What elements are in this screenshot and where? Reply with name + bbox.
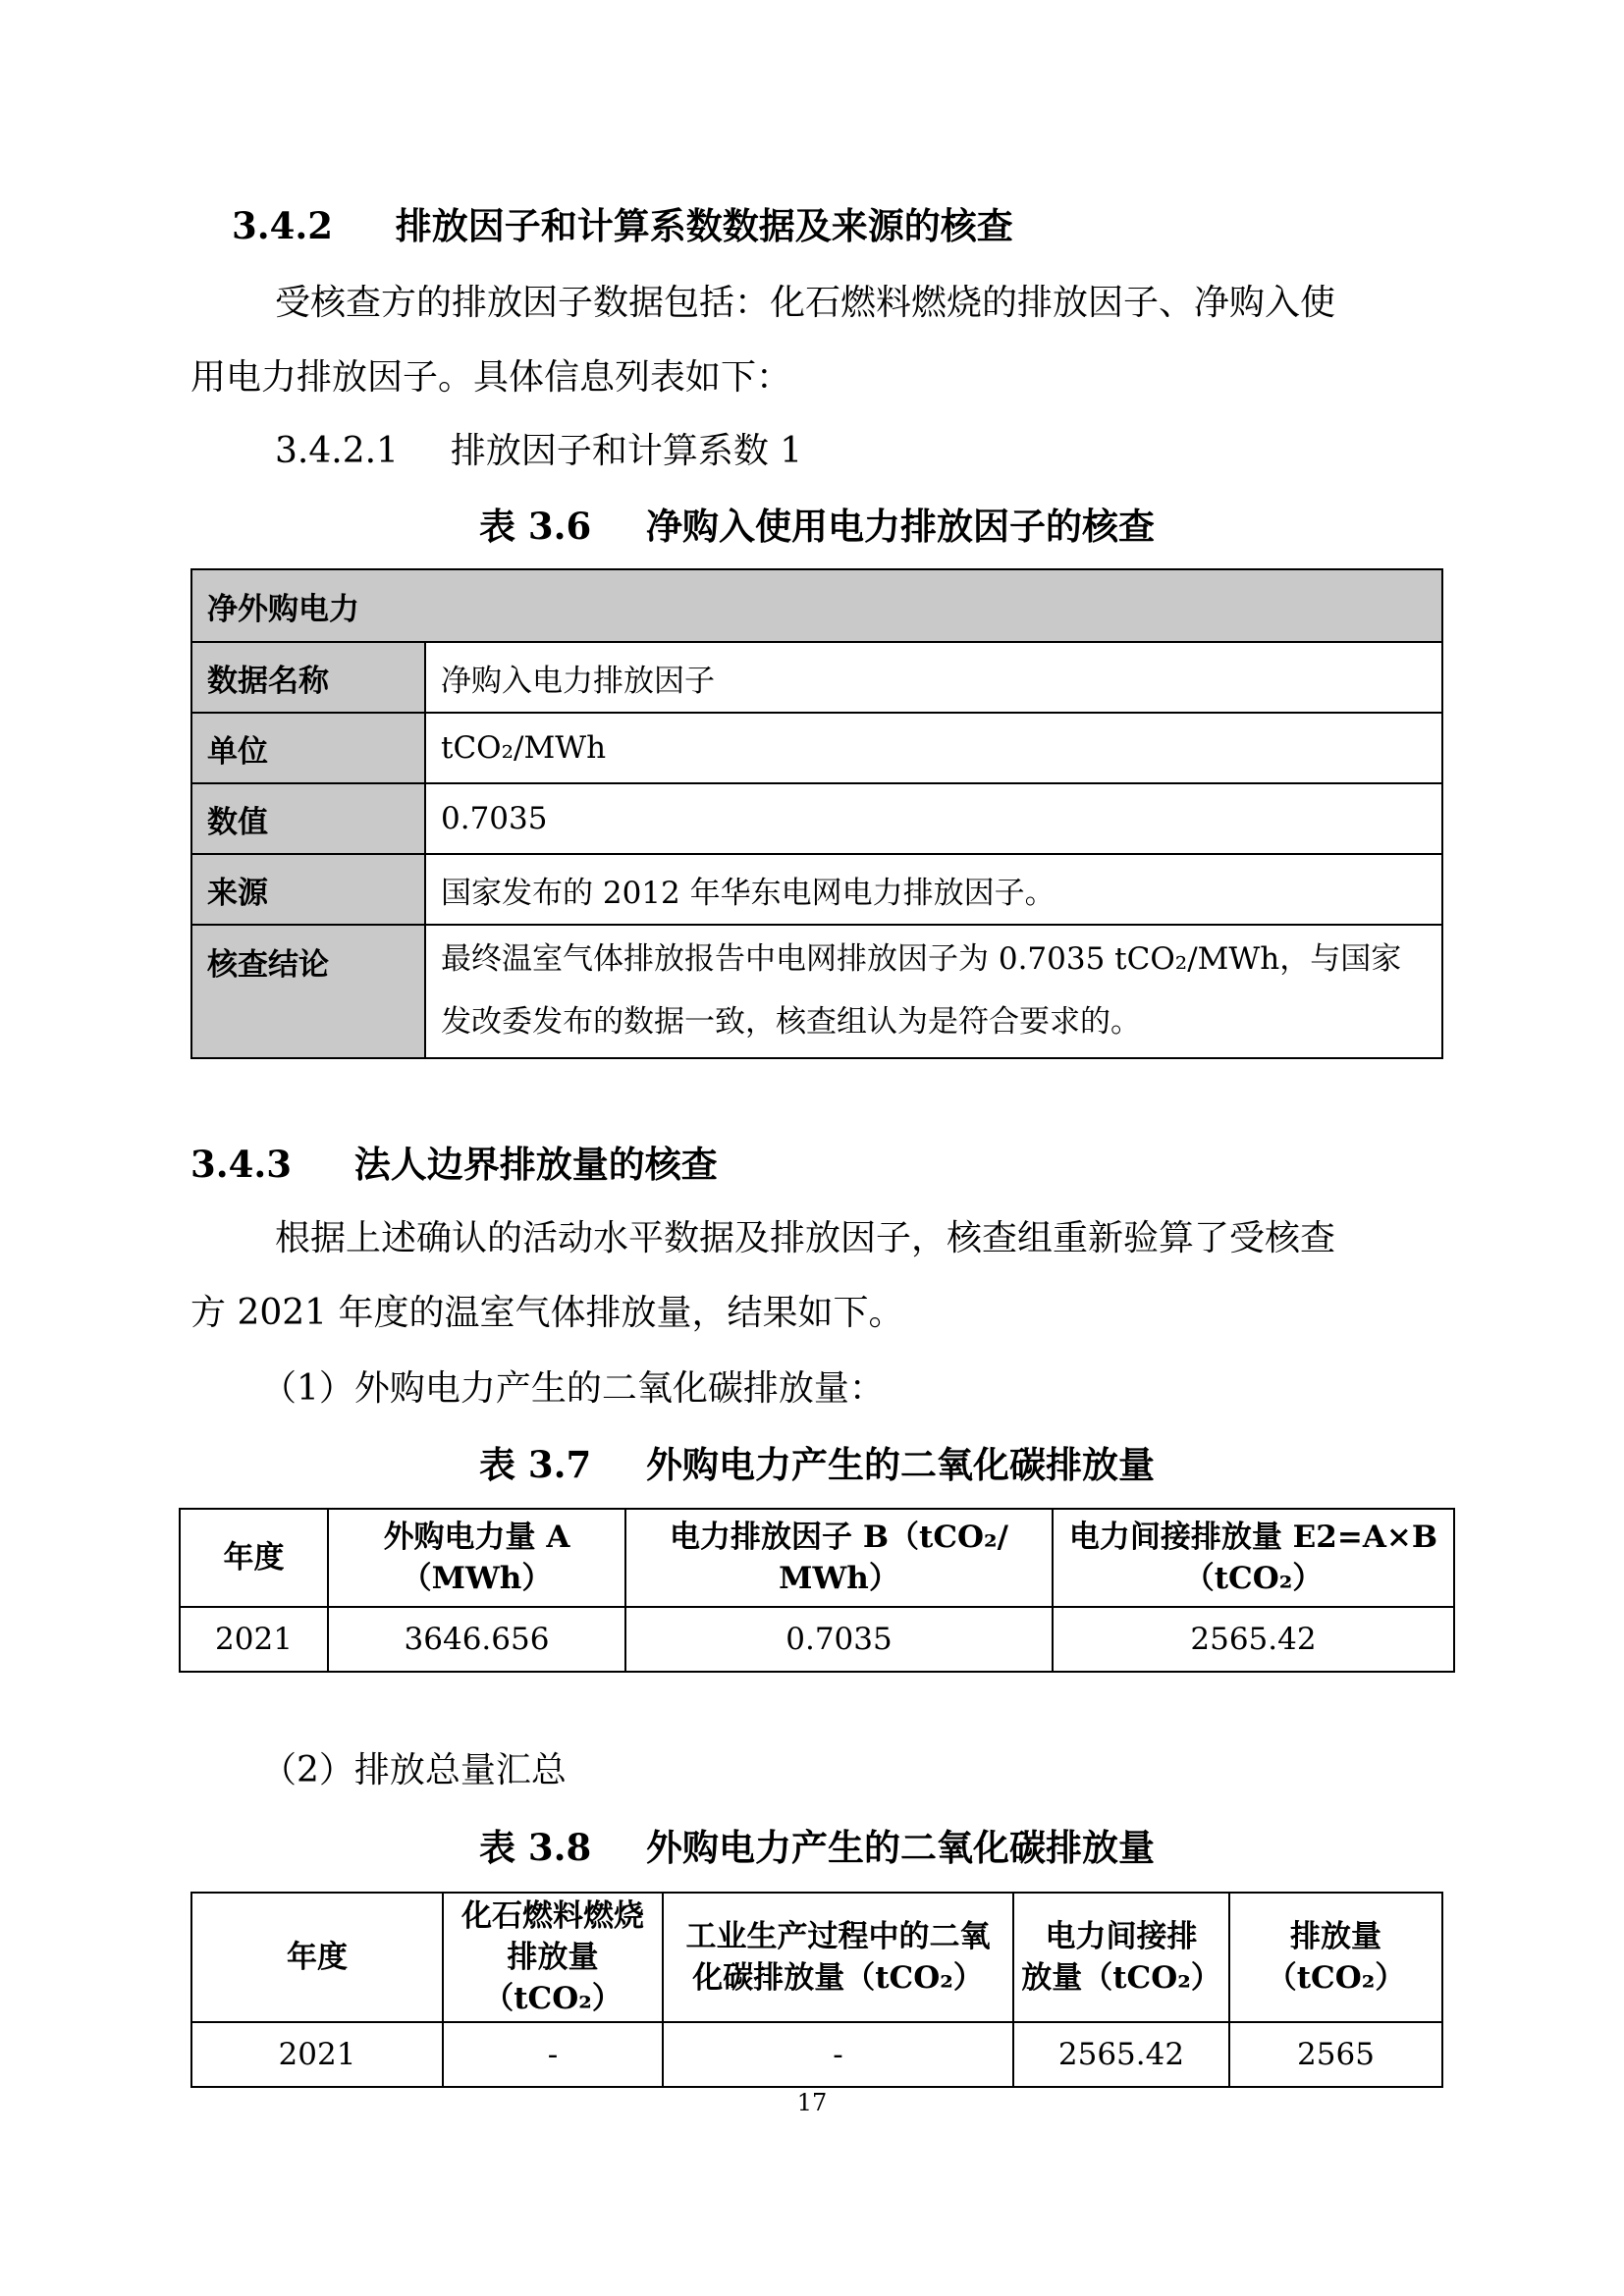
table-cell: 2565 [1229, 2022, 1442, 2087]
table-row [191, 642, 1442, 713]
section-title: 排放因子和计算系数数据及来源的核查 [395, 204, 1013, 247]
header-line: 放量（tCO₂） [1021, 1960, 1221, 1996]
caption-text: 净购入使用电力排放因子的核查 [646, 505, 1156, 548]
paragraph-2-line-1: 根据上述确认的活动水平数据及排放因子，核查组重新验算了受核查 [275, 1218, 1336, 1258]
table-3-6 [190, 568, 1443, 1059]
row-value: tCO₂/MWh [425, 713, 1442, 783]
column-header: 年度 [180, 1509, 328, 1607]
table-3-7-caption [179, 1435, 1455, 1488]
column-header [625, 1509, 1053, 1607]
table-header-cell: 净外购电力 [191, 569, 1442, 642]
table-row [180, 1607, 1454, 1672]
paragraph-1-line-1: 受核查方的排放因子数据包括：化石燃料燃烧的排放因子、净购入使 [275, 283, 1336, 323]
header-line: 排放量 [1290, 1919, 1381, 1954]
caption-text: 外购电力产生的二氧化碳排放量 [646, 1826, 1156, 1869]
header-line: MWh） [779, 1561, 899, 1596]
caption-number: 表 3.7 [478, 1443, 592, 1486]
subsection-title: 排放因子和计算系数 1 [450, 431, 803, 471]
header-line: （tCO₂） [1183, 1561, 1324, 1596]
caption-text: 外购电力产生的二氧化碳排放量 [646, 1443, 1156, 1486]
table-row [191, 2022, 1442, 2087]
row-value: 净购入电力排放因子 [425, 642, 1442, 713]
table-row [191, 925, 1442, 1058]
table-header-row [191, 1893, 1442, 2022]
section-heading-3-4-3 [190, 1135, 718, 1188]
table-row [191, 713, 1442, 783]
row-value [425, 925, 1442, 1058]
table-cell: 2565.42 [1013, 2022, 1229, 2087]
paragraph-1-line-2: 用电力排放因子。具体信息列表如下： [190, 357, 792, 398]
row-label: 来源 [191, 854, 425, 925]
table-cell: 0.7035 [625, 1607, 1053, 1672]
header-line: 外购电力量 A [383, 1520, 570, 1555]
column-header [328, 1509, 625, 1607]
page-number: 17 [796, 2089, 828, 2116]
header-line: 电力间接排 [1045, 1919, 1198, 1954]
caption-number: 表 3.8 [478, 1826, 592, 1869]
section-heading-3-4-2 [232, 196, 1013, 249]
table-3-6-caption [190, 497, 1443, 550]
section-title: 法人边界排放量的核查 [353, 1143, 718, 1186]
row-label: 核查结论 [191, 925, 425, 1058]
table-3-8 [190, 1892, 1443, 2088]
table-row [191, 783, 1442, 854]
header-line: 排放量（tCO₂） [483, 1940, 623, 2016]
list-item-2: （2）排放总量汇总 [261, 1750, 567, 1790]
section-number: 3.4.3 [190, 1143, 292, 1186]
header-line: 化碳排放量（tCO₂） [692, 1960, 984, 1996]
row-value-line: 最终温室气体排放报告中电网排放因子为 0.7035 tCO₂/MWh，与国家 [441, 941, 1402, 977]
row-value-line: 发改委发布的数据一致，核查组认为是符合要求的。 [441, 1004, 1141, 1040]
column-header [443, 1893, 663, 2022]
header-line: 化石燃料燃烧 [461, 1898, 644, 1934]
table-cell: - [443, 2022, 663, 2087]
row-label: 数值 [191, 783, 425, 854]
header-line: 工业生产过程中的二氧 [685, 1919, 991, 1954]
header-line: （tCO₂） [1266, 1960, 1406, 1996]
column-header [663, 1893, 1013, 2022]
table-cell: 3646.656 [328, 1607, 625, 1672]
table-cell: 2021 [180, 1607, 328, 1672]
section-number: 3.4.2 [232, 204, 333, 247]
row-label: 数据名称 [191, 642, 425, 713]
header-line: （MWh） [401, 1561, 553, 1596]
paragraph-2-line-2: 方 2021 年度的温室气体排放量，结果如下。 [190, 1293, 904, 1333]
subsection-number: 3.4.2.1 [275, 431, 399, 471]
column-header [1229, 1893, 1442, 2022]
table-3-8-caption [190, 1818, 1443, 1871]
column-header [1053, 1509, 1454, 1607]
table-cell: 2565.42 [1053, 1607, 1454, 1672]
column-header: 年度 [191, 1893, 443, 2022]
row-value: 0.7035 [425, 783, 1442, 854]
column-header [1013, 1893, 1229, 2022]
list-item-1: （1）外购电力产生的二氧化碳排放量： [261, 1368, 885, 1409]
row-value: 国家发布的 2012 年华东电网电力排放因子。 [425, 854, 1442, 925]
table-3-7 [179, 1508, 1455, 1673]
subsection-heading-3-4-2-1 [275, 423, 802, 473]
header-line: 电力间接排放量 E2=A×B [1068, 1520, 1438, 1555]
caption-number: 表 3.6 [478, 505, 592, 548]
header-line: 电力排放因子 B（tCO₂/ [670, 1520, 1008, 1555]
table-row [191, 854, 1442, 925]
table-cell: - [663, 2022, 1013, 2087]
table-header-row [180, 1509, 1454, 1607]
table-cell: 2021 [191, 2022, 443, 2087]
row-label: 单位 [191, 713, 425, 783]
